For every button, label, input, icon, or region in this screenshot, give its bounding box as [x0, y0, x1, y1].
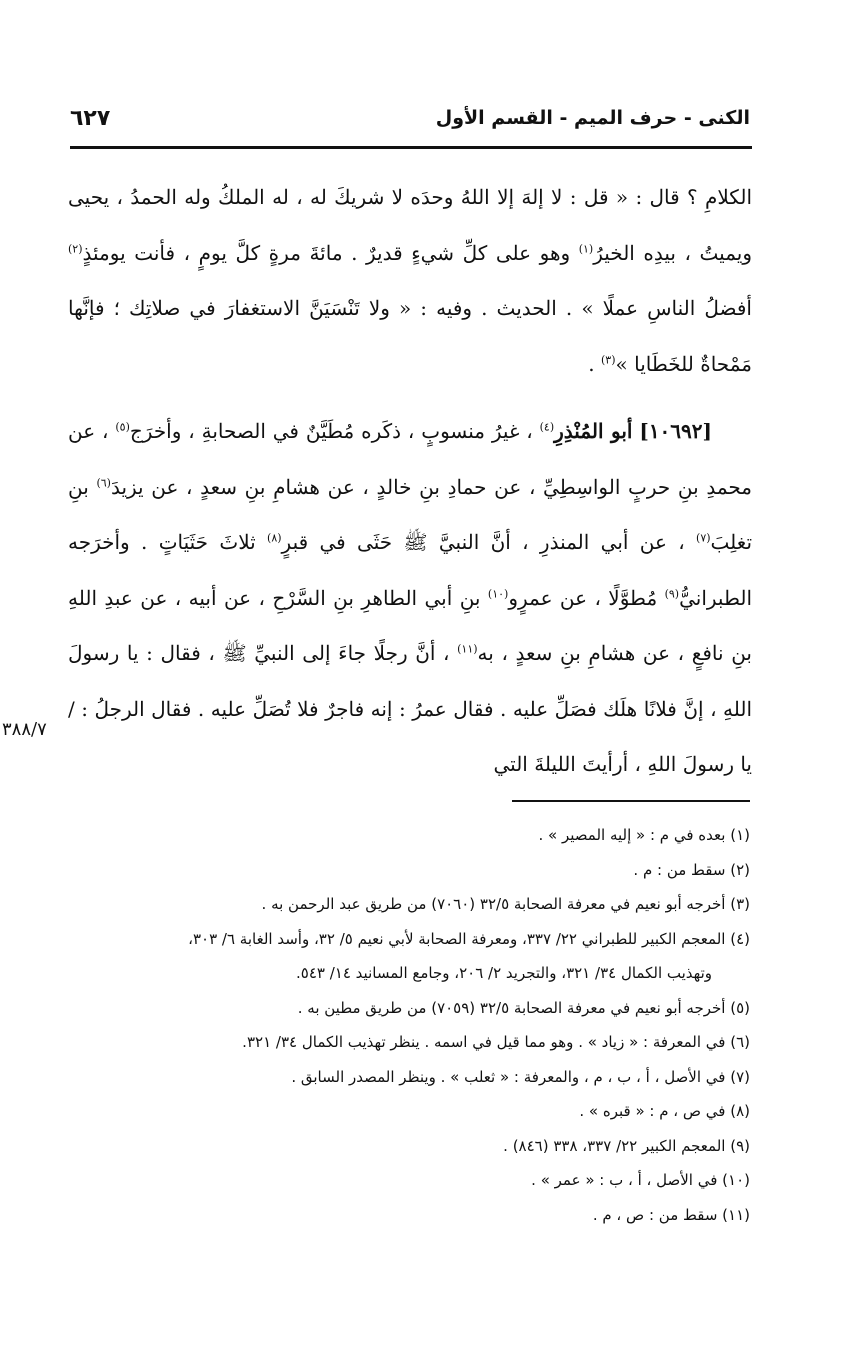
footnote-marker: (١)	[578, 241, 594, 255]
footnote-marker: (٣)	[600, 352, 616, 366]
footnote: (٣) أخرجه أبو نعيم في معرفة الصحابة ٣٢/٥ (٧٠٦٠) من طريق عبد الرحمن به .	[261, 895, 750, 913]
text-run: ثلاثَ حَثَيَاتٍ . وأخرَجه الطبرانيُّ	[68, 530, 752, 610]
entry-number: [١٠٦٩٢]	[639, 419, 712, 443]
footnote: (٥) أخرجه أبو نعيم في معرفة الصحابة ٣٢/٥ (٧٠٥٩) من طريق مطين به .	[297, 998, 750, 1017]
paragraph-continuation	[68, 170, 752, 392]
footnote: (١١) سقط من : ص ، م .	[592, 1205, 750, 1224]
footnote-marker: (٦)	[96, 475, 111, 489]
page-number: ٦٢٧	[70, 105, 111, 131]
text-run: أفضلُ الناسِ عملًا » . الحديث . وفيه : « ولا تَنْسَيَنَّ الاستغفارَ في صلاتِك ؛ فإنَّها مَمْحاةٌ للخَطَايا »	[68, 296, 752, 376]
footnote-continuation: وتهذيب الكمال ٣٤/ ٣٢١، والتجريد ٢/ ٢٠٦، وجامع المسانيد ١٤/ ٥٤٣.	[296, 964, 712, 982]
entry-paragraph	[68, 404, 752, 793]
footnote: (٤) المعجم الكبير للطبراني ٢٢/ ٣٣٧، ومعرفة الصحابة لأبي نعيم ٥/ ٣٢، وأسد الغابة ٦/ ٣٠٣،	[188, 929, 750, 948]
text-run: ، غيرُ منسوبٍ ، ذكَره مُطَيَّنٌ في الصحابةِ ، وأخرَج	[129, 419, 540, 443]
footnote: (٩) المعجم الكبير ٢٢/ ٣٣٧، ٣٣٨ (٨٤٦) .	[503, 1136, 750, 1155]
footnote-marker: (٢)	[68, 241, 83, 255]
footnote-marker: (٤)	[539, 420, 555, 434]
footnote: (٦) في المعرفة : « زياد » . وهو مما قيل في اسمه . ينظر تهذيب الكمال ٣٤/ ٣٢١.	[242, 1033, 750, 1051]
footnote: (١٠) في الأصل ، أ ، ب : « عمر » .	[531, 1171, 750, 1189]
text-run: بنِ تغلِبَ	[68, 474, 753, 554]
text-run: ، عن محمدِ بنِ حربٍ الواسِطِيِّ ، عن حمادِ بنِ خالدٍ ، عن هشامِ بنِ سعدٍ ، عن يزيدَ	[68, 419, 753, 499]
footnote: (٢) سقط من : م .	[633, 860, 750, 879]
running-header	[70, 98, 750, 138]
text-run: ، أنَّ رجلًا جاءَ إلى النبيِّ ﷺ ، فقال : يا رسولَ اللهِ ، إنَّ فلانًا هلَك فصَلِّ عليه . فقال عمرُ : إنه فاجرٌ فلا تُصَلِّ عليه . فقال الرجلُ : / يا رسولَ اللهِ ، أرأيتَ الليلةَ التي	[68, 641, 753, 776]
entry-name: أبو المُنْذِرِ	[554, 419, 633, 443]
footnote-marker: (٥)	[115, 420, 130, 434]
running-title: الكنى - حرف الميم - القسم الأول	[435, 107, 750, 129]
text-run: وهو على كلِّ شيءٍ قديرٌ . مائةَ مرةٍ كلَّ يومٍ ، فأنت يومئذٍ	[82, 240, 579, 265]
text-run: الكلامِ ؟ قال : « قل : لا إلهَ إلا اللهُ وحدَه لا شريكَ له ، له الملكُ وله الحمدُ ، يحيى ويميتُ ، بيدِه الخيرُ	[68, 185, 752, 265]
footnote-separator	[512, 800, 750, 802]
margin-volume-page-reference: ٣٨٨/٧	[2, 719, 47, 740]
footnote-marker: (٧)	[696, 531, 711, 545]
main-text	[68, 170, 752, 793]
text-run: ، عن أبي المنذرِ ، أنَّ النبيَّ ﷺ حَثَى في قبرٍ	[281, 530, 697, 554]
footnote-marker: (٩)	[664, 586, 680, 600]
footnote: (٧) في الأصل ، أ ، ب ، م ، والمعرفة : « ثعلب » . وينظر المصدر السابق .	[291, 1067, 750, 1086]
footnote: (١) بعده في م : « إليه المصير » .	[538, 826, 750, 844]
text-run: مُطوَّلًا ، عن عمرٍو	[508, 585, 665, 610]
footnote: (٨) في ص ، م : « قبره » .	[579, 1102, 750, 1120]
footnote-marker: (١٠)	[487, 586, 509, 600]
text-run: .	[588, 351, 601, 376]
footnote-marker: (١١)	[457, 642, 478, 656]
footnote-marker: (٨)	[267, 531, 282, 545]
text-run: بنِ أبي الطاهرِ بنِ السَّرْحِ ، عن أبيه ، عن عبدِ اللهِ بنِ نافعٍ ، عن هشامِ بنِ سعدٍ ، به	[68, 585, 752, 665]
header-rule	[70, 146, 752, 149]
footnotes	[62, 818, 750, 1232]
